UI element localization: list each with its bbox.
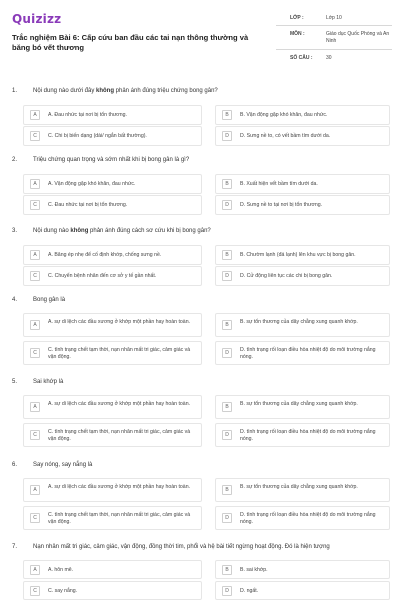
question-number: 6. xyxy=(12,462,18,468)
option-text: C. Đau nhức tại nơi bị tổn thương. xyxy=(48,202,128,208)
question-number: 7. xyxy=(12,544,18,550)
info-row-class xyxy=(276,10,392,26)
option-letter-box: C xyxy=(30,200,40,210)
question-text: Nội dung nào không phản ánh đúng cách sơ cứu khi bị bong gân? xyxy=(33,228,211,234)
option-letter-box: A xyxy=(30,110,40,120)
option-text: B. sự tổn thương của dây chằng xung quanh khớp. xyxy=(240,401,358,407)
question-number: 1. xyxy=(12,88,18,94)
option-text: C. tình trạng chết tạm thời, nạn nhân mất tri giác, cảm giác và vận động. xyxy=(48,512,191,525)
question-text: Sai khớp là xyxy=(33,379,64,385)
question-number: 4. xyxy=(12,297,18,303)
option-text: B. sự tổn thương của dây chằng xung quanh khớp. xyxy=(240,484,358,490)
option-b[interactable] xyxy=(215,560,390,579)
option-text: C. Chi bị biến dạng (dài/ ngắn bất thường). xyxy=(48,133,147,139)
option-c[interactable] xyxy=(23,126,202,146)
option-text: C. say nắng. xyxy=(48,588,78,594)
option-text: A. sự di lệch các đầu xương ở khớp một phần hay hoàn toàn. xyxy=(48,319,191,325)
option-text: A. Đau nhức tại nơi bị tổn thương. xyxy=(48,112,127,118)
option-letter-box: C xyxy=(30,586,40,596)
option-letter-box: A xyxy=(30,402,40,412)
option-b[interactable] xyxy=(215,105,390,125)
option-text: D. ngất. xyxy=(240,588,259,594)
option-text: B. sai khớp. xyxy=(240,567,268,573)
info-row-count xyxy=(276,50,392,66)
option-letter-box: B xyxy=(222,250,232,260)
question-text: Say nóng, say nắng là xyxy=(33,462,93,468)
option-text: D. Sưng nề to tại nơi bị tổn thương. xyxy=(240,202,323,208)
option-a[interactable] xyxy=(23,105,202,125)
info-value: 30 xyxy=(326,55,332,61)
option-d[interactable] xyxy=(215,266,390,286)
option-b[interactable] xyxy=(215,478,390,502)
quizizz-logo: Quizizz xyxy=(12,12,62,26)
option-c[interactable] xyxy=(23,423,202,447)
option-text: D. Sưng nề to, có vết bầm tím dưới da. xyxy=(240,133,331,139)
option-b[interactable] xyxy=(215,313,390,337)
info-label: MÔN : xyxy=(290,31,305,37)
option-letter-box: B xyxy=(222,179,232,189)
option-b[interactable] xyxy=(215,174,390,194)
option-text: A. Băng ép nhẹ để cố định khớp, chống sưng nề. xyxy=(48,252,162,258)
worksheet-header xyxy=(12,10,390,72)
option-letter-box: B xyxy=(222,110,232,120)
option-text: D. tình trạng rối loạn điều hòa nhiệt độ do môi trường nắng nóng. xyxy=(240,512,376,525)
option-c[interactable] xyxy=(23,266,202,286)
option-letter-box: B xyxy=(222,320,232,330)
option-text: D. tình trạng rối loạn điều hòa nhiệt độ do môi trường nắng nóng. xyxy=(240,347,376,360)
option-d[interactable] xyxy=(215,581,390,600)
option-b[interactable] xyxy=(215,245,390,265)
option-text: A. Vận động gặp khó khăn, đau nhức. xyxy=(48,181,136,187)
info-value: Lớp 10 xyxy=(326,15,342,21)
question-text: Nội dung nào dưới đây không phản ánh đúng triệu chứng bong gân? xyxy=(33,88,218,94)
info-label: SỐ CÂU : xyxy=(290,55,313,61)
worksheet-title: Trắc nghiệm Bài 6: Cấp cứu ban đầu các tai nạn thông thường và băng bó vết thương xyxy=(12,33,249,52)
option-text: C. tình trạng chết tạm thời, nạn nhân mất tri giác, cảm giác và vận động. xyxy=(48,347,191,360)
question-text: Triệu chứng quan trọng và sớm nhất khi bị bong gân là gì? xyxy=(33,157,190,163)
option-letter-box: C xyxy=(30,131,40,141)
option-text: B. sự tổn thương của dây chằng xung quanh khớp. xyxy=(240,319,358,325)
option-text: B. Vận động gặp khó khăn, đau nhức. xyxy=(240,112,328,118)
option-text: A. sự di lệch các đầu xương ở khớp một phần hay hoàn toàn. xyxy=(48,401,191,407)
option-d[interactable] xyxy=(215,126,390,146)
option-d[interactable] xyxy=(215,195,390,215)
option-d[interactable] xyxy=(215,423,390,447)
option-letter-box: B xyxy=(222,485,232,495)
option-letter-box: D xyxy=(222,271,232,281)
option-letter-box: D xyxy=(222,348,232,358)
option-letter-box: D xyxy=(222,200,232,210)
option-letter-box: D xyxy=(222,586,232,596)
question-text: Nạn nhân mất tri giác, cảm giác, vận động, đồng thời tim, phổi và hệ bài tiết ngừng hoạt động. Đó là hiện tượng xyxy=(33,544,330,550)
option-letter-box: D xyxy=(222,513,232,523)
option-c[interactable] xyxy=(23,341,202,365)
option-a[interactable] xyxy=(23,313,202,337)
option-d[interactable] xyxy=(215,506,390,530)
option-letter-box: A xyxy=(30,565,40,575)
option-text: A. sự di lệch các đầu xương ở khớp một phần hay hoàn toàn. xyxy=(48,484,191,490)
option-letter-box: C xyxy=(30,430,40,440)
option-text: C. Chuyển bệnh nhân đến cơ sở y tế gần nhất. xyxy=(48,273,157,279)
option-c[interactable] xyxy=(23,195,202,215)
option-text: D. Cử động liên tục các chi bị bong gân. xyxy=(240,273,333,279)
option-letter-box: C xyxy=(30,513,40,523)
question-number: 3. xyxy=(12,228,18,234)
option-c[interactable] xyxy=(23,506,202,530)
info-table xyxy=(276,10,392,66)
info-row-subject xyxy=(276,26,392,50)
option-c[interactable] xyxy=(23,581,202,600)
option-letter-box: D xyxy=(222,131,232,141)
question-number: 5. xyxy=(12,379,18,385)
option-text: B. Chườm lạnh (đá lạnh) lên khu vực bị bong gân. xyxy=(240,252,356,258)
option-a[interactable] xyxy=(23,478,202,502)
option-a[interactable] xyxy=(23,174,202,194)
option-a[interactable] xyxy=(23,395,202,419)
option-letter-box: B xyxy=(222,565,232,575)
option-a[interactable] xyxy=(23,245,202,265)
option-text: A. hôn mê. xyxy=(48,567,74,573)
option-b[interactable] xyxy=(215,395,390,419)
option-letter-box: A xyxy=(30,485,40,495)
option-letter-box: B xyxy=(222,402,232,412)
option-letter-box: A xyxy=(30,320,40,330)
option-text: B. Xuất hiện vết bầm tím dưới da. xyxy=(240,181,318,187)
option-letter-box: A xyxy=(30,250,40,260)
option-letter-box: A xyxy=(30,179,40,189)
option-d[interactable] xyxy=(215,341,390,365)
option-text: C. tình trạng chết tạm thời, nạn nhân mất tri giác, cảm giác và vận động. xyxy=(48,429,191,442)
question-text: Bong gân là xyxy=(33,297,66,303)
option-letter-box: C xyxy=(30,271,40,281)
option-a[interactable] xyxy=(23,560,202,579)
info-label: LỚP : xyxy=(290,15,304,21)
info-value: Giáo dục Quốc Phòng và An Ninh xyxy=(326,31,390,44)
question-number: 2. xyxy=(12,157,18,163)
option-letter-box: D xyxy=(222,430,232,440)
option-text: D. tình trạng rối loạn điều hòa nhiệt độ do môi trường nắng nóng. xyxy=(240,429,376,442)
option-letter-box: C xyxy=(30,348,40,358)
